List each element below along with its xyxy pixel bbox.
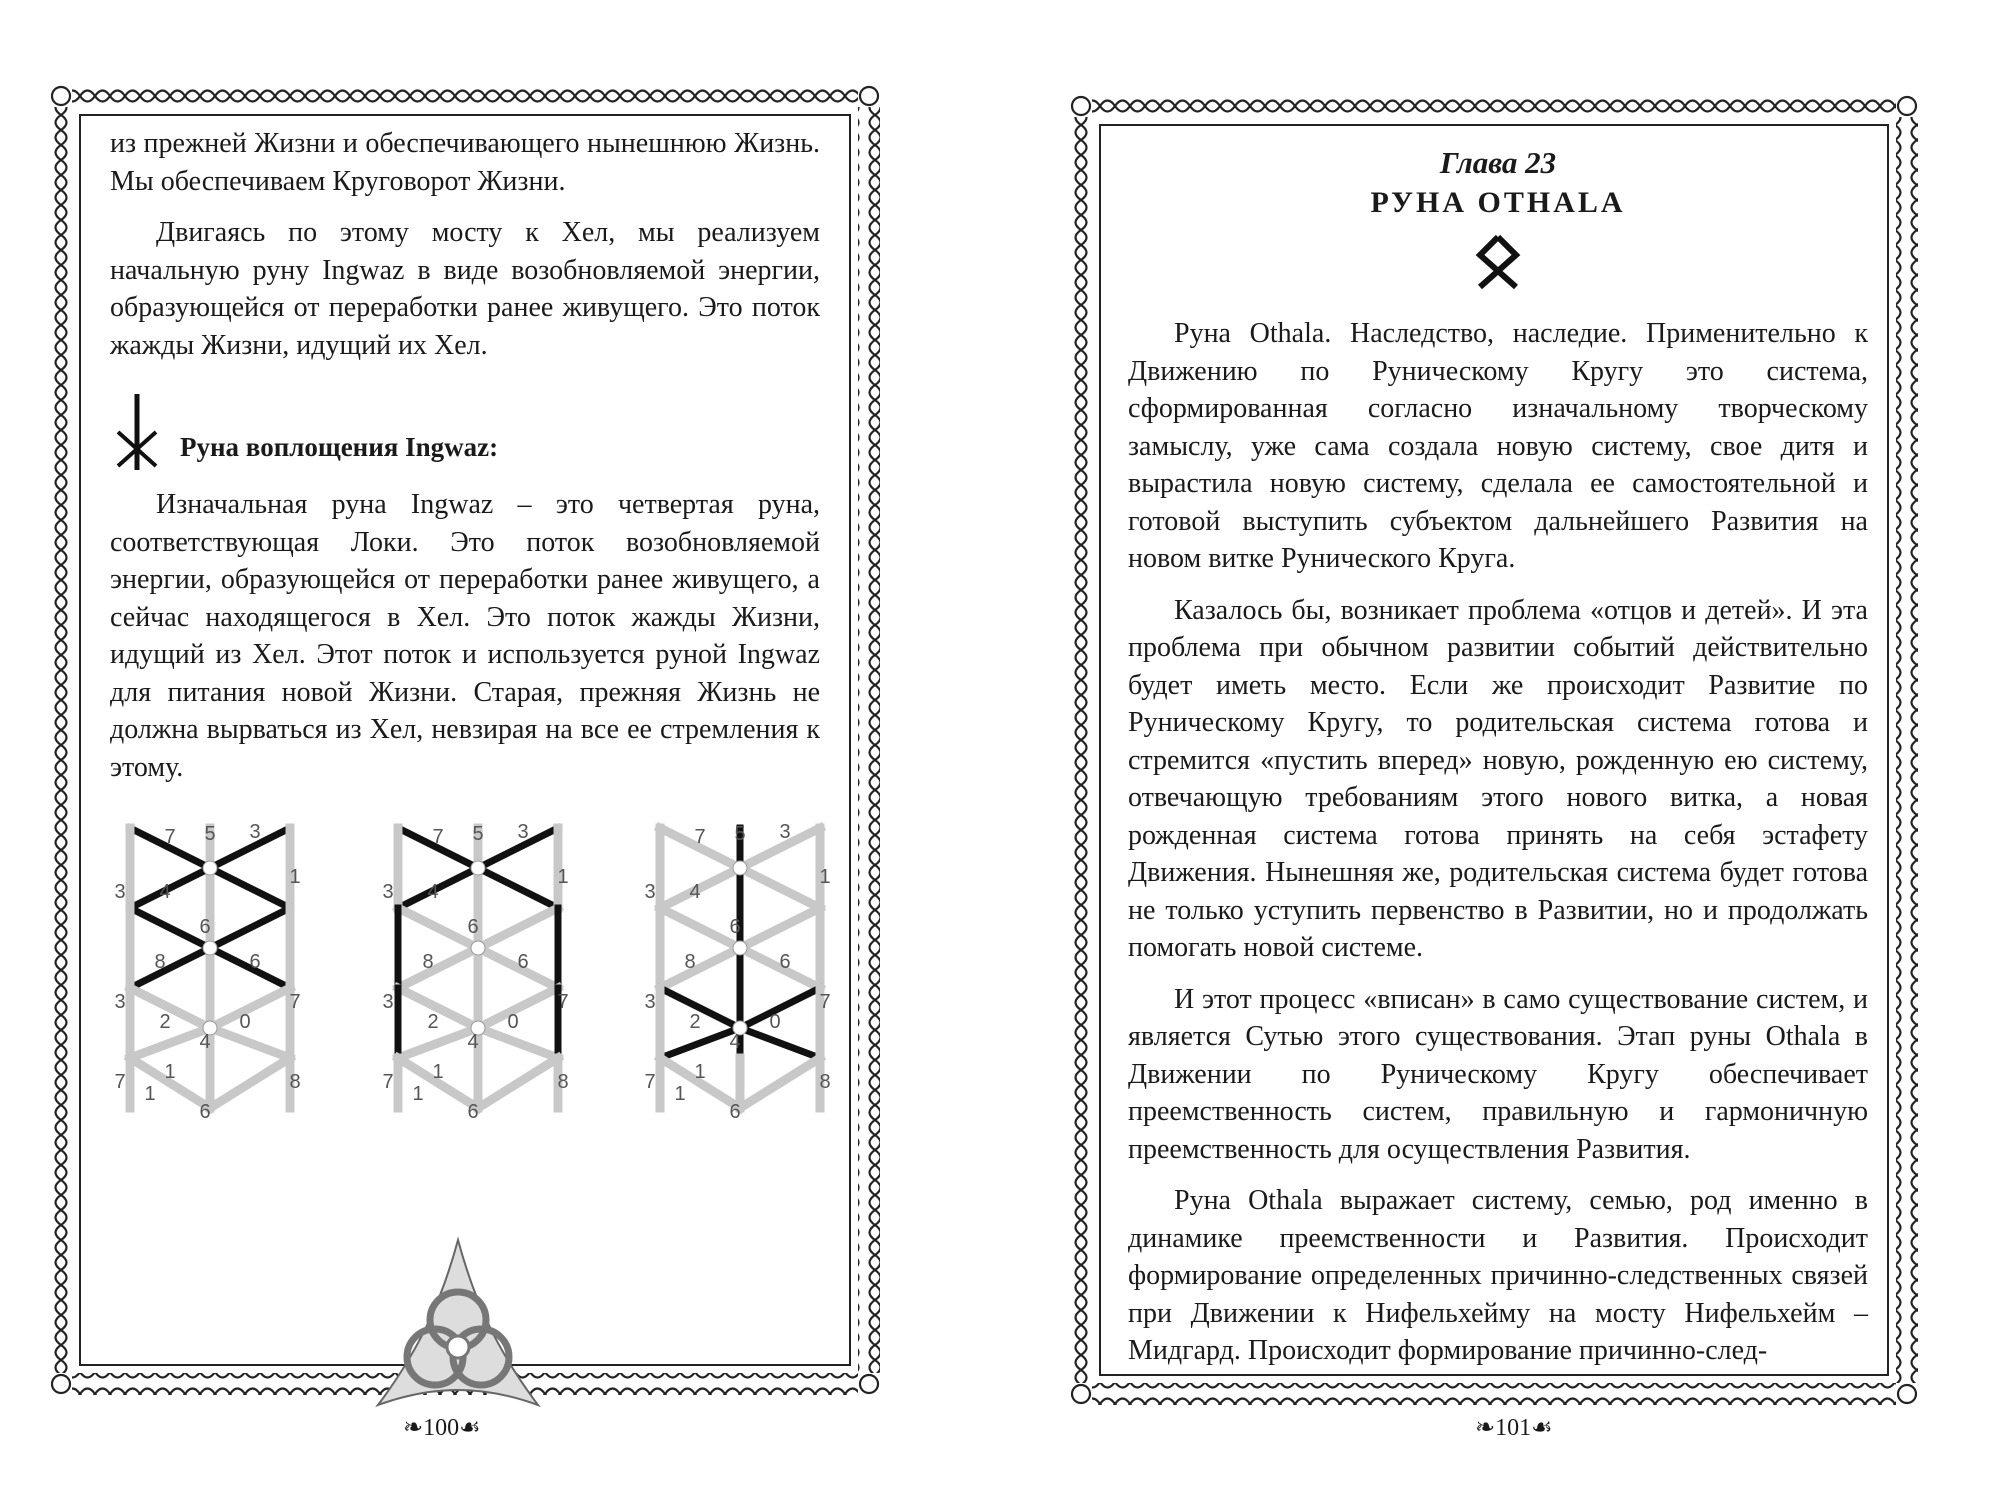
- diagram-label: 7: [382, 1071, 394, 1093]
- diagram-label: 4: [427, 881, 439, 903]
- diagram-label: 1: [674, 1083, 686, 1105]
- lattice-node: [203, 861, 217, 875]
- diagram-label: 8: [557, 1071, 569, 1093]
- diagram-label: 8: [819, 1071, 831, 1093]
- othala-rune-block: [1128, 231, 1868, 301]
- diagram-label: 0: [507, 1011, 519, 1033]
- diagram-label: 5: [472, 823, 484, 845]
- ornament-left-icon: ❧: [1475, 1415, 1496, 1441]
- diagram-label: 3: [114, 881, 126, 903]
- lattice-edge: [398, 908, 478, 948]
- diagram-label: 1: [819, 866, 831, 888]
- diagram-label: 6: [249, 951, 261, 973]
- diagram-label: 5: [734, 823, 746, 845]
- lattice-edge: [740, 1058, 820, 1108]
- ornament-right-icon: ☙: [1531, 1415, 1553, 1441]
- lattice-edge: [740, 868, 820, 908]
- lattice-edge: [478, 1058, 558, 1108]
- paragraph: Руна Othala. Наследство, наследие. Применительно к Движению по Руническому Кругу это система, сформированная согласно изначальному творческому замыслу, уже сама создала новую систему, свое дитя и вырастила новую систему, сделала ее самостоятельной и готовой выступить субъектом дальнейшего Развития на новом витке Рунического Круга.: [1128, 318, 1868, 574]
- diagram-label: 8: [422, 951, 434, 973]
- diagram-label: 1: [164, 1061, 176, 1083]
- lattice-edge: [660, 908, 740, 948]
- paragraph: Руна Othala выражает систему, семью, род именно в динамике преемственности и Развития. Происходит формирование определенных причинно-следственных связей при Движении к Нифельхейму на мосту Нифельхейм – Мидгард. Происходит формирование причинно-след-: [1128, 1185, 1868, 1366]
- paragraph: Изначальная руна Ingwaz – это четвертая руна, соответствующая Локи. Это поток возобновляемой энергии, образующейся от переработки ранее живущего, а сейчас находящегося в Хел. Это поток жажды Жизни, идущий из Хел. Этот поток и используется руной Ingwaz для питания новой Жизни. Старая, прежняя Жизнь не должна вырваться из Хел, невзирая на все ее стремления к этому.: [110, 489, 820, 783]
- chapter-number: Глава 23: [1439, 145, 1557, 180]
- rune-circle-diagram: [110, 808, 310, 1128]
- diagram-label: 6: [729, 1101, 741, 1123]
- lattice-edge: [130, 948, 210, 988]
- lattice-edge: [210, 908, 290, 948]
- lattice-edge: [478, 908, 558, 948]
- diagram-label: 8: [684, 951, 696, 973]
- diagram-label: 7: [644, 1071, 656, 1093]
- diagram-label: 4: [467, 1031, 479, 1053]
- right-page-content: [1128, 143, 1868, 1370]
- diagram-label: 1: [144, 1083, 156, 1105]
- paragraph: Казалось бы, возникает проблема «отцов и детей». И эта проблема при обычном развитии событий действительно будет иметь место. Если же происходит Развитие по Руническому Кругу, то родительская система готова и стремится «пустить вперед» новую, рожденную ею систему, отвечающую требованиям этого нового витка, а новая рожденная система готова принять на себя эстафету Движения. Нынешняя же, родительская система будет готова не только уступить первенство в Развитии, но и продолжать помогать новой системе.: [1128, 594, 1868, 963]
- diagram-label: 4: [729, 1031, 741, 1053]
- rune-circle-diagram: [640, 808, 840, 1128]
- lattice-edge: [740, 908, 820, 948]
- diagram-label: 2: [689, 1011, 701, 1033]
- page-number-value: 101: [1495, 1415, 1532, 1441]
- diagram-label: 2: [159, 1011, 171, 1033]
- diagram-label: 8: [154, 951, 166, 973]
- diagram-label: 7: [557, 991, 569, 1013]
- lattice-edge: [210, 1058, 290, 1108]
- section-heading-block: [110, 392, 820, 472]
- chapter-title: РУНА OTHALA: [1370, 186, 1626, 219]
- ornament-left-icon: ❧: [403, 1415, 424, 1441]
- diagram-label: 7: [164, 826, 176, 848]
- diagram-label: 7: [114, 1071, 126, 1093]
- rune-circle-diagram: [378, 808, 578, 1128]
- lattice-node: [203, 941, 217, 955]
- diagram-label: 1: [557, 866, 569, 888]
- diagram-label: 6: [467, 916, 479, 938]
- diagram-label: 6: [779, 951, 791, 973]
- lattice-node: [733, 941, 747, 955]
- ornament-right-icon: ☙: [459, 1415, 481, 1441]
- section-heading: Руна воплощения Ingwaz:: [180, 432, 499, 462]
- diagram-label: 5: [204, 823, 216, 845]
- diagram-label: 3: [644, 991, 656, 1013]
- lattice-edge: [660, 948, 740, 988]
- diagram-label: 2: [427, 1011, 439, 1033]
- diagram-label: 1: [412, 1083, 424, 1105]
- lattice-edge: [130, 908, 210, 948]
- page-number-value: 100: [423, 1415, 460, 1441]
- diagram-label: 6: [199, 916, 211, 938]
- left-page-frame: [50, 85, 880, 1395]
- lattice-edge: [478, 868, 558, 908]
- ingwaz-rune-icon: [110, 392, 165, 472]
- diagram-label: 1: [694, 1061, 706, 1083]
- diagram-label: 7: [289, 991, 301, 1013]
- diagram-label: 3: [517, 821, 529, 843]
- lattice-node: [471, 861, 485, 875]
- diagram-label: 6: [517, 951, 529, 973]
- diagram-label: 3: [114, 991, 126, 1013]
- diagram-label: 4: [199, 1031, 211, 1053]
- diagram-label: 4: [689, 881, 701, 903]
- diagram-label: 1: [432, 1061, 444, 1083]
- diagram-label: 7: [819, 991, 831, 1013]
- diagram-label: 6: [729, 916, 741, 938]
- triquetra-ornament-icon: [373, 1235, 543, 1410]
- lattice-node: [471, 941, 485, 955]
- diagram-label: 6: [467, 1101, 479, 1123]
- diagram-label: 3: [382, 881, 394, 903]
- diagram-label: 7: [432, 826, 444, 848]
- lattice-node: [733, 861, 747, 875]
- diagram-label: 4: [159, 881, 171, 903]
- rune-diagrams: [110, 808, 831, 1128]
- diagram-label: 0: [769, 1011, 781, 1033]
- diagram-label: 3: [644, 881, 656, 903]
- diagram-label: 3: [779, 821, 791, 843]
- page-number: [403, 1413, 481, 1442]
- diagram-label: 0: [239, 1011, 251, 1033]
- left-page-content: [110, 125, 831, 1128]
- diagram-label: 6: [199, 1101, 211, 1123]
- lattice-edge: [398, 948, 478, 988]
- diagram-label: 3: [249, 821, 261, 843]
- diagram-label: 8: [289, 1071, 301, 1093]
- paragraph: из прежней Жизни и обеспечивающего нынешнюю Жизнь. Мы обеспечиваем Круговорот Жизни.: [110, 128, 820, 197]
- diagram-label: 7: [694, 826, 706, 848]
- othala-rune-icon: [1468, 231, 1528, 291]
- page-number: [1475, 1413, 1553, 1442]
- right-page-frame: [1070, 95, 1918, 1405]
- diagram-label: 1: [289, 866, 301, 888]
- paragraph: И этот процесс «вписан» в само существование систем, и является Сутью этого существования. Этап руны Othala в Движении по Руническому Кругу обеспечивает преемственность систем, правильную и гармоничную преемственность для осуществления Развития.: [1128, 983, 1868, 1165]
- diagram-label: 3: [382, 991, 394, 1013]
- lattice-edge: [210, 868, 290, 908]
- paragraph: Двигаясь по этому мосту к Хел, мы реализуем начальную руну Ingwaz в виде возобновляемой энергии, образующейся от переработки ранее живущего. Это поток жажды Жизни, идущий их Хел.: [110, 217, 820, 361]
